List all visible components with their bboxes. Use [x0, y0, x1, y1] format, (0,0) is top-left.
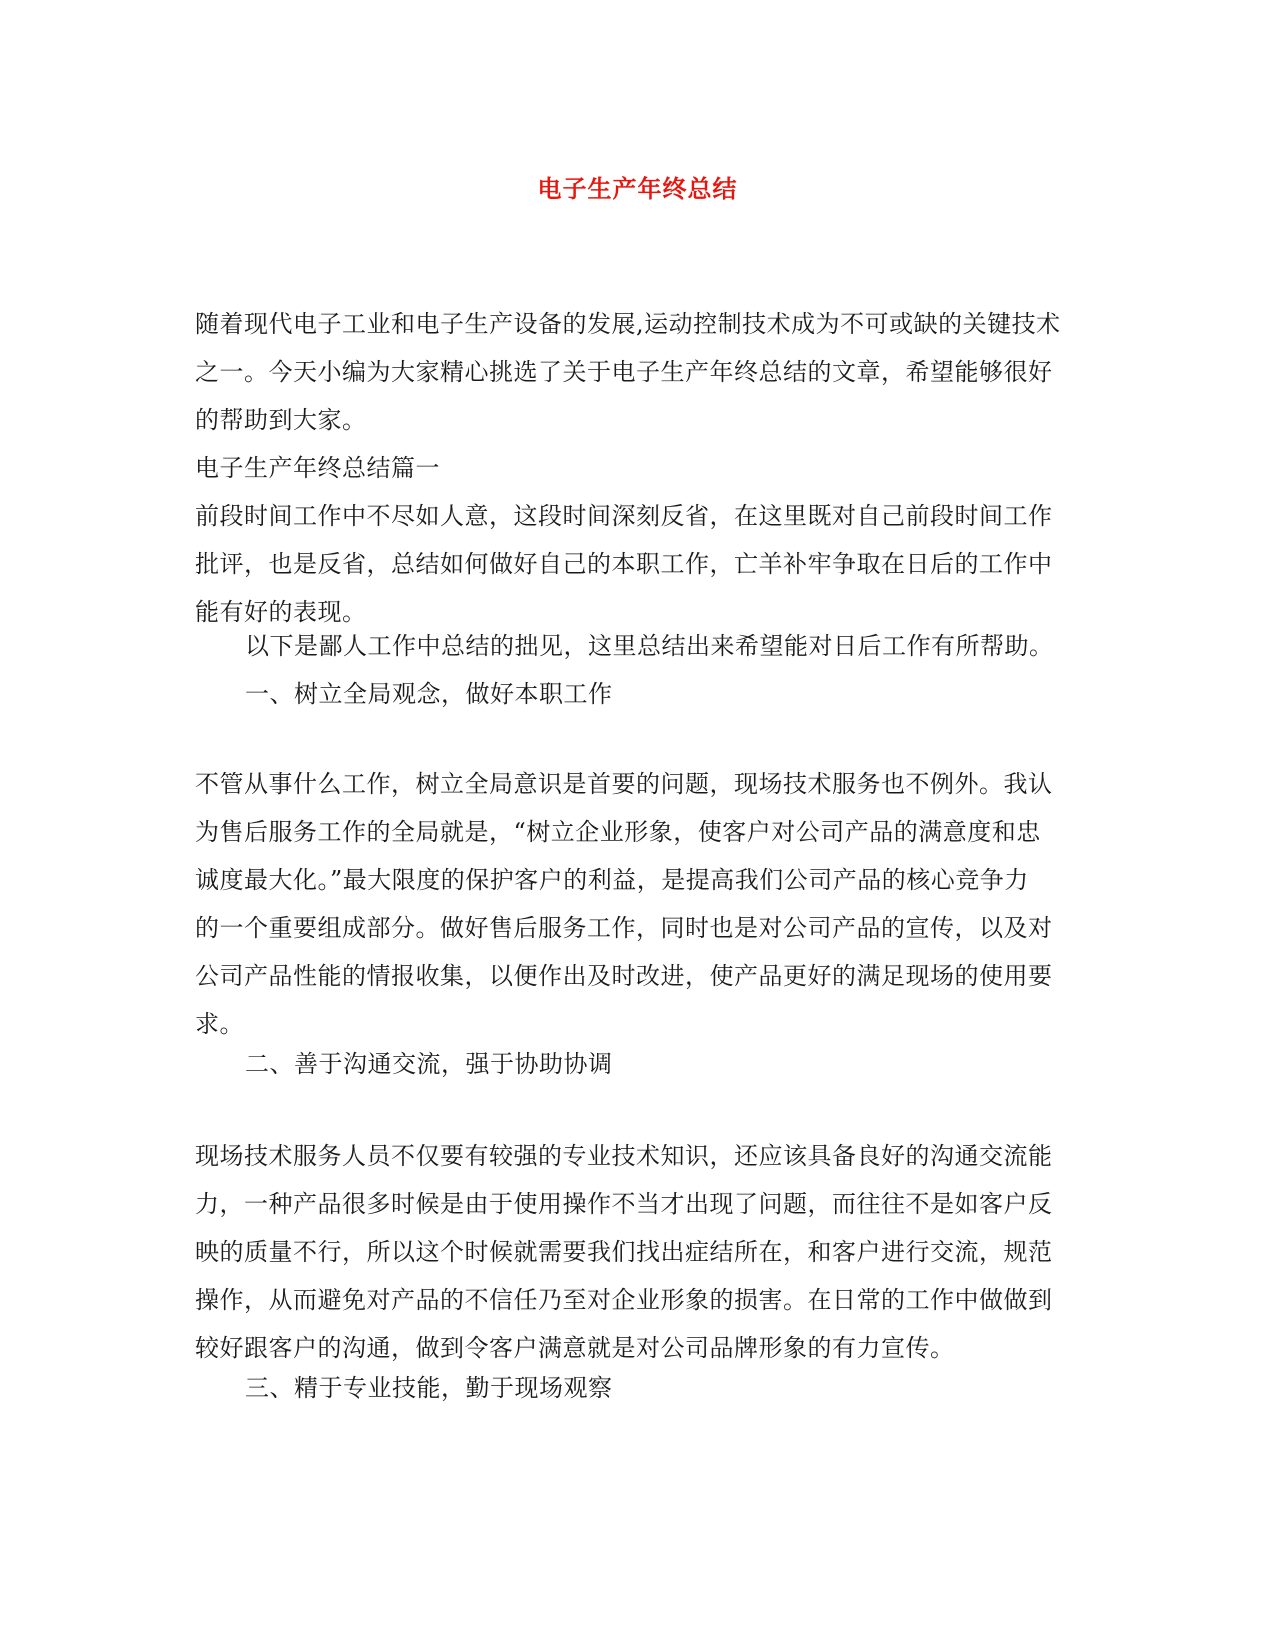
paragraph-line: 诚度最大化。”最大限度的保护客户的利益，是提高我们公司产品的核心竞争力 [195, 866, 1029, 894]
paragraph-3 [195, 760, 1075, 1048]
heading-3 [195, 1364, 1075, 1412]
heading-text: 一、树立全局观念，做好本职工作 [245, 680, 613, 708]
paragraph-line: 公司产品性能的情报收集，以便作出及时改进，使产品更好的满足现场的使用要 [195, 962, 1053, 990]
paragraph-line: 的一个重要组成部分。做好售后服务工作，同时也是对公司产品的宣传，以及对 [195, 914, 1053, 942]
paragraph-line: 较好跟客户的沟通，做到令客户满意就是对公司品牌形象的有力宣传。 [195, 1334, 955, 1362]
paragraph-line: 不管从事什么工作，树立全局意识是首要的问题，现场技术服务也不例外。我认 [195, 770, 1053, 798]
paragraph-line: 力，一种产品很多时候是由于使用操作不当才出现了问题，而往往不是如客户反 [195, 1190, 1053, 1218]
intro-line: 的帮助到大家。 [195, 406, 367, 434]
section-title-text: 电子生产年终总结篇一 [195, 454, 440, 482]
intro-line: 随着现代电子工业和电子生产设备的发展,运动控制技术成为不可或缺的关键技术 [195, 310, 1061, 338]
paragraph-line: 操作，从而避免对产品的不信任乃至对企业形象的损害。在日常的工作中做做到 [195, 1286, 1053, 1314]
paragraph-4 [195, 1132, 1075, 1372]
heading-2 [195, 1040, 1075, 1088]
paragraph-line: 以下是鄙人工作中总结的拙见，这里总结出来希望能对日后工作有所帮助。 [245, 632, 1054, 660]
document-title: 电子生产年终总结 [537, 174, 738, 203]
paragraph-1 [195, 492, 1075, 636]
paragraph-line: 批评，也是反省，总结如何做好自己的本职工作，亡羊补牢争取在日后的工作中 [195, 550, 1053, 578]
paragraph-2 [195, 622, 1075, 670]
heading-text: 二、善于沟通交流，强于协助协调 [245, 1050, 613, 1078]
paragraph-line: 能有好的表现。 [195, 598, 367, 626]
intro-paragraph [195, 300, 1075, 444]
section-title [195, 444, 1075, 492]
paragraph-line: 求。 [195, 1010, 244, 1038]
heading-1 [195, 670, 1075, 718]
intro-line: 之一。今天小编为大家精心挑选了关于电子生产年终总结的文章，希望能够很好 [195, 358, 1053, 386]
paragraph-line: 前段时间工作中不尽如人意，这段时间深刻反省，在这里既对自己前段时间工作 [195, 502, 1053, 530]
paragraph-line: 现场技术服务人员不仅要有较强的专业技术知识，还应该具备良好的沟通交流能 [195, 1142, 1053, 1170]
paragraph-line: 映的质量不行，所以这个时候就需要我们找出症结所在，和客户进行交流，规范 [195, 1238, 1053, 1266]
heading-text: 三、精于专业技能，勤于现场观察 [245, 1374, 613, 1402]
paragraph-line: 为售后服务工作的全局就是，“树立企业形象，使客户对公司产品的满意度和忠 [195, 818, 1041, 846]
